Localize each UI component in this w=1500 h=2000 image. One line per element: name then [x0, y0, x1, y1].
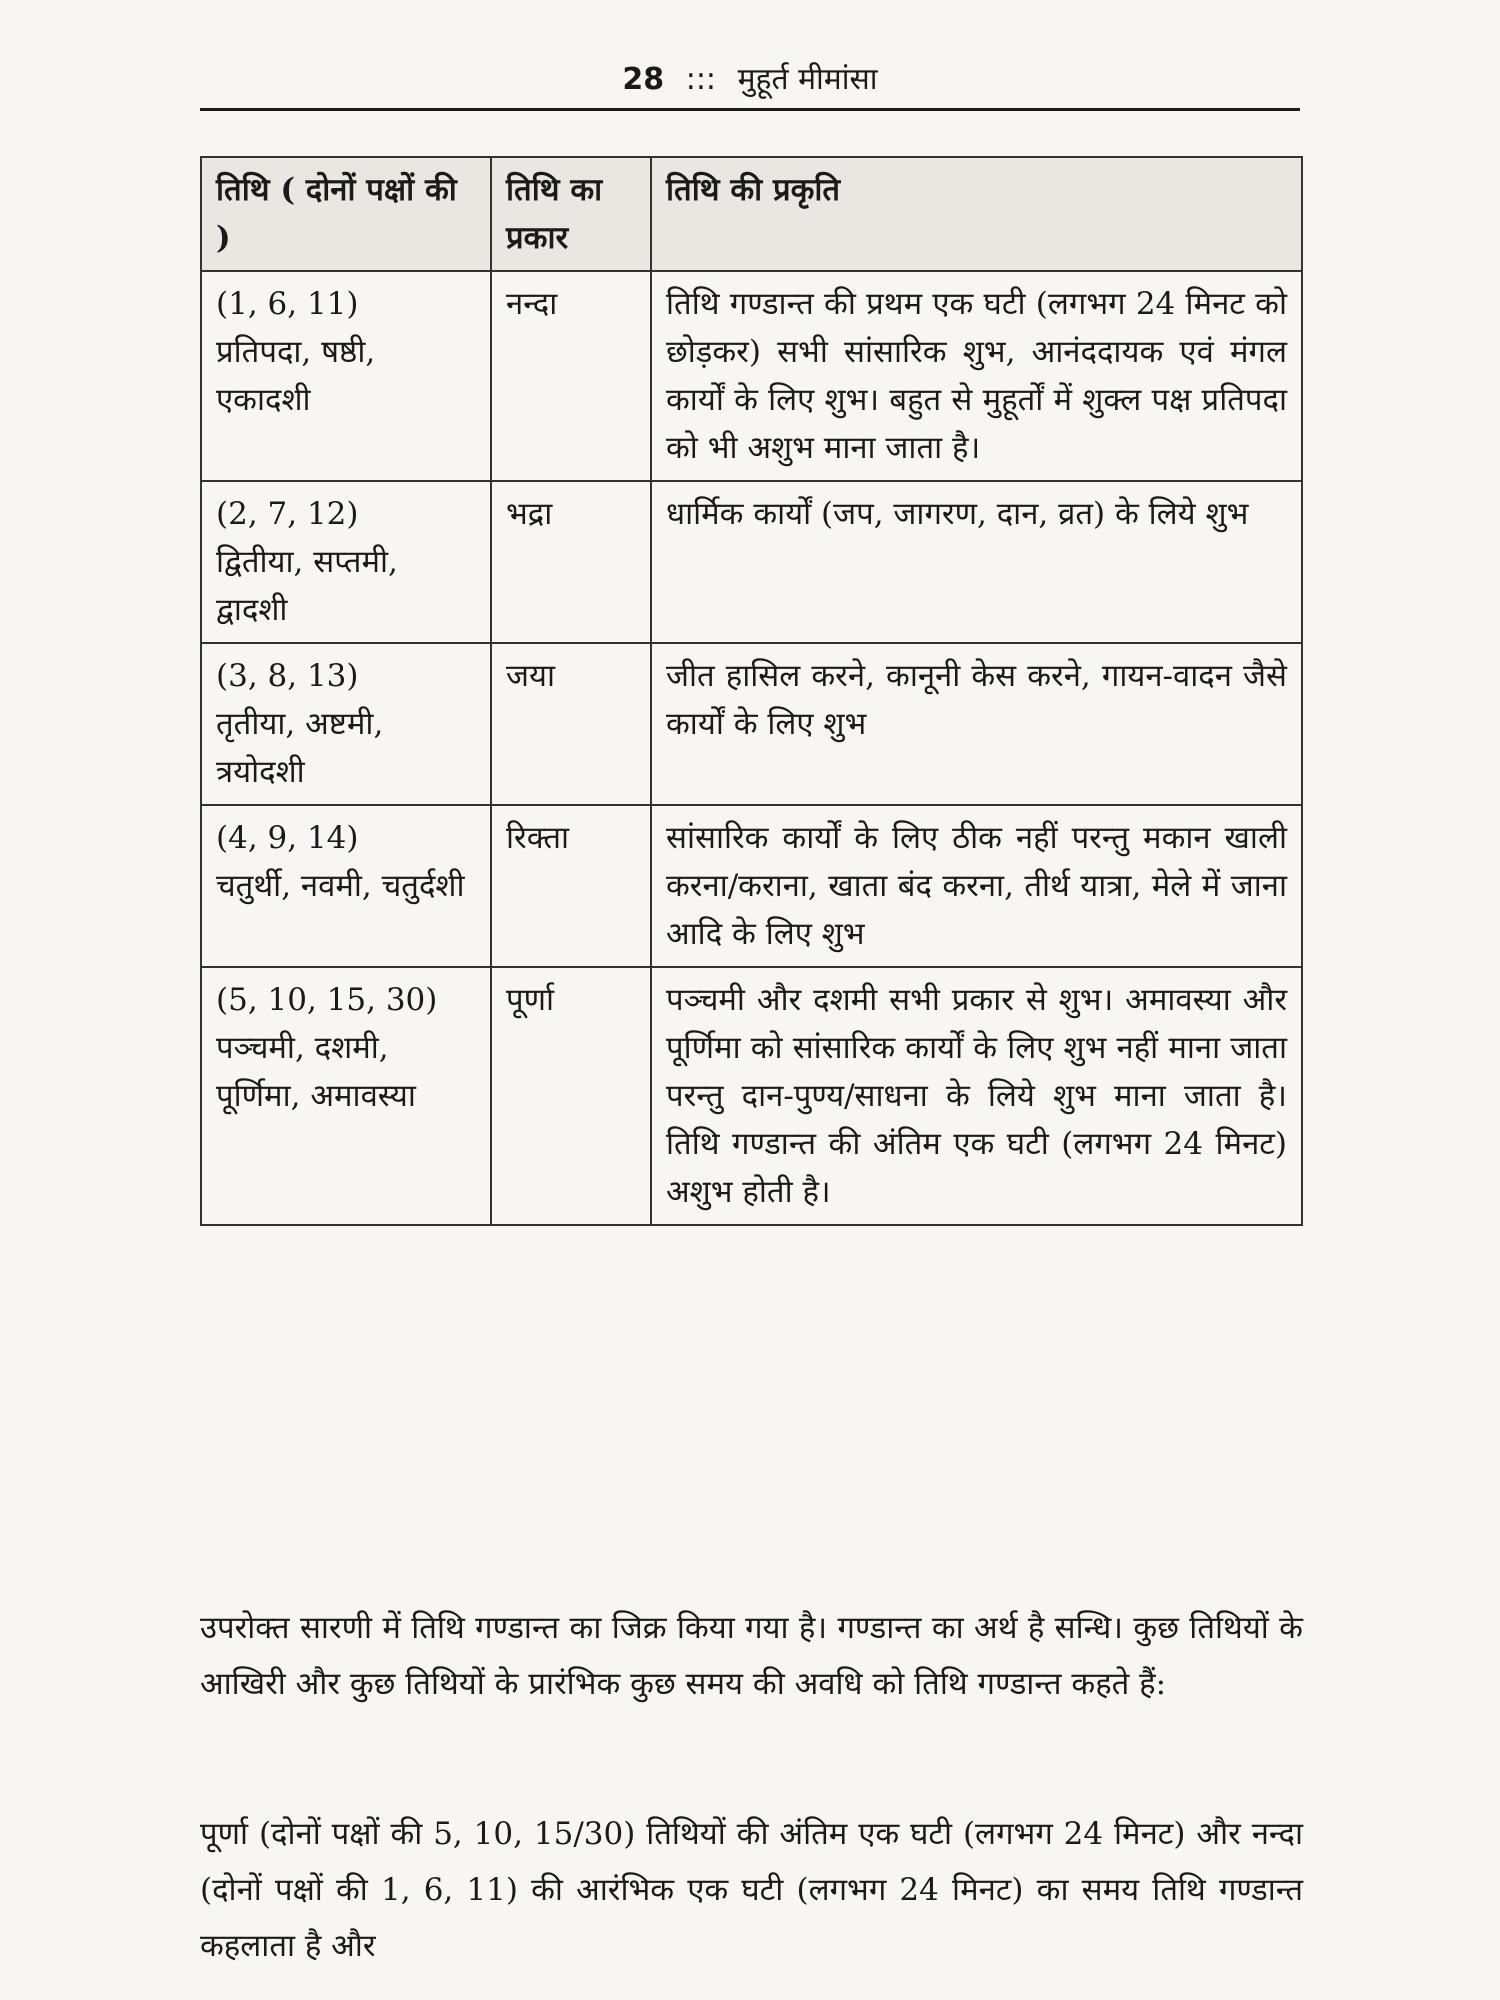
table-row	[201, 805, 1302, 967]
body-paragraph: उपरोक्त सारणी में तिथि गण्डान्त का जिक्र किया गया है। गण्डान्त का अर्थ है सन्धि। कुछ तिथियों के आखिरी और कुछ तिथियों के प्रारंभिक कुछ समय की अवधि को तिथि गण्डान्त कहते हैं:	[200, 1610, 1303, 1702]
tithi-type: रिक्ता	[491, 805, 651, 967]
tithi-nature: धार्मिक कार्यों (जप, जागरण, दान, व्रत) के लिये शुभ	[651, 481, 1302, 643]
header-nature: तिथि की प्रकृति	[651, 157, 1302, 271]
header-type: तिथि का प्रकार	[491, 157, 651, 271]
tithi-type: नन्दा	[491, 271, 651, 481]
page-header	[200, 50, 1300, 110]
header-separator: :::	[685, 62, 717, 97]
tithi-cell	[201, 271, 491, 481]
tithi-table	[200, 156, 1303, 1226]
tithi-names: प्रतिपदा, षष्ठी, एकादशी	[216, 334, 376, 418]
tithi-nature: पञ्चमी और दशमी सभी प्रकार से शुभ। अमावस्या और पूर्णिमा को सांसारिक कार्यों के लिए शुभ नहीं माना जाता परन्तु दान-पुण्य/साधना के लिये शुभ माना जाता है। तिथि गण्डान्त की अंतिम एक घटी (लगभग 24 मिनट) अशुभ होती है।	[651, 967, 1302, 1225]
tithi-names: द्वितीया, सप्तमी, द्वादशी	[216, 544, 398, 628]
table-row	[201, 967, 1302, 1225]
tithi-numbers: (4, 9, 14)	[216, 820, 359, 856]
tithi-nature: जीत हासिल करने, कानूनी केस करने, गायन-वादन जैसे कार्यों के लिए शुभ	[651, 643, 1302, 805]
table-header-row	[201, 157, 1302, 271]
tithi-names: पञ्चमी, दशमी, पूर्णिमा, अमावस्या	[216, 1030, 416, 1114]
body-paragraph: पूर्णा (दोनों पक्षों की 5, 10, 15/30) तिथियों की अंतिम एक घटी (लगभग 24 मिनट) और नन्दा (दोनों पक्षों की 1, 6, 11) की आरंभिक एक घटी (लगभग 24 मिनट) का समय तिथि गण्डान्त कहलाता है और	[200, 1816, 1303, 1964]
table-row	[201, 271, 1302, 481]
header-tithi: तिथि ( दोनों पक्षों की )	[201, 157, 491, 271]
tithi-numbers: (2, 7, 12)	[216, 496, 359, 532]
tithi-names: चतुर्थी, नवमी, चतुर्दशी	[216, 868, 465, 904]
header-rule	[200, 108, 1300, 111]
tithi-cell	[201, 967, 491, 1225]
tithi-type: भद्रा	[491, 481, 651, 643]
table-row	[201, 643, 1302, 805]
tithi-nature: सांसारिक कार्यों के लिए ठीक नहीं परन्तु मकान खाली करना/कराना, खाता बंद करना, तीर्थ यात्रा, मेले में जाना आदि के लिए शुभ	[651, 805, 1302, 967]
tithi-numbers: (3, 8, 13)	[216, 658, 359, 694]
tithi-numbers: (1, 6, 11)	[216, 286, 359, 322]
tithi-cell	[201, 643, 491, 805]
page-number: 28	[622, 62, 665, 97]
tithi-nature: तिथि गण्डान्त की प्रथम एक घटी (लगभग 24 मिनट को छोड़कर) सभी सांसारिक शुभ, आनंददायक एवं मंगल कार्यों के लिए शुभ। बहुत से मुहूर्तों में शुक्ल पक्ष प्रतिपदा को भी अशुभ माना जाता है।	[651, 271, 1302, 481]
tithi-cell	[201, 481, 491, 643]
tithi-numbers: (5, 10, 15, 30)	[216, 982, 438, 1018]
tithi-names: तृतीया, अष्टमी, त्रयोदशी	[216, 706, 384, 790]
book-title: मुहूर्त मीमांसा	[737, 62, 878, 97]
tithi-cell	[201, 805, 491, 967]
tithi-type: पूर्णा	[491, 967, 651, 1225]
tithi-type: जया	[491, 643, 651, 805]
table-row	[201, 481, 1302, 643]
